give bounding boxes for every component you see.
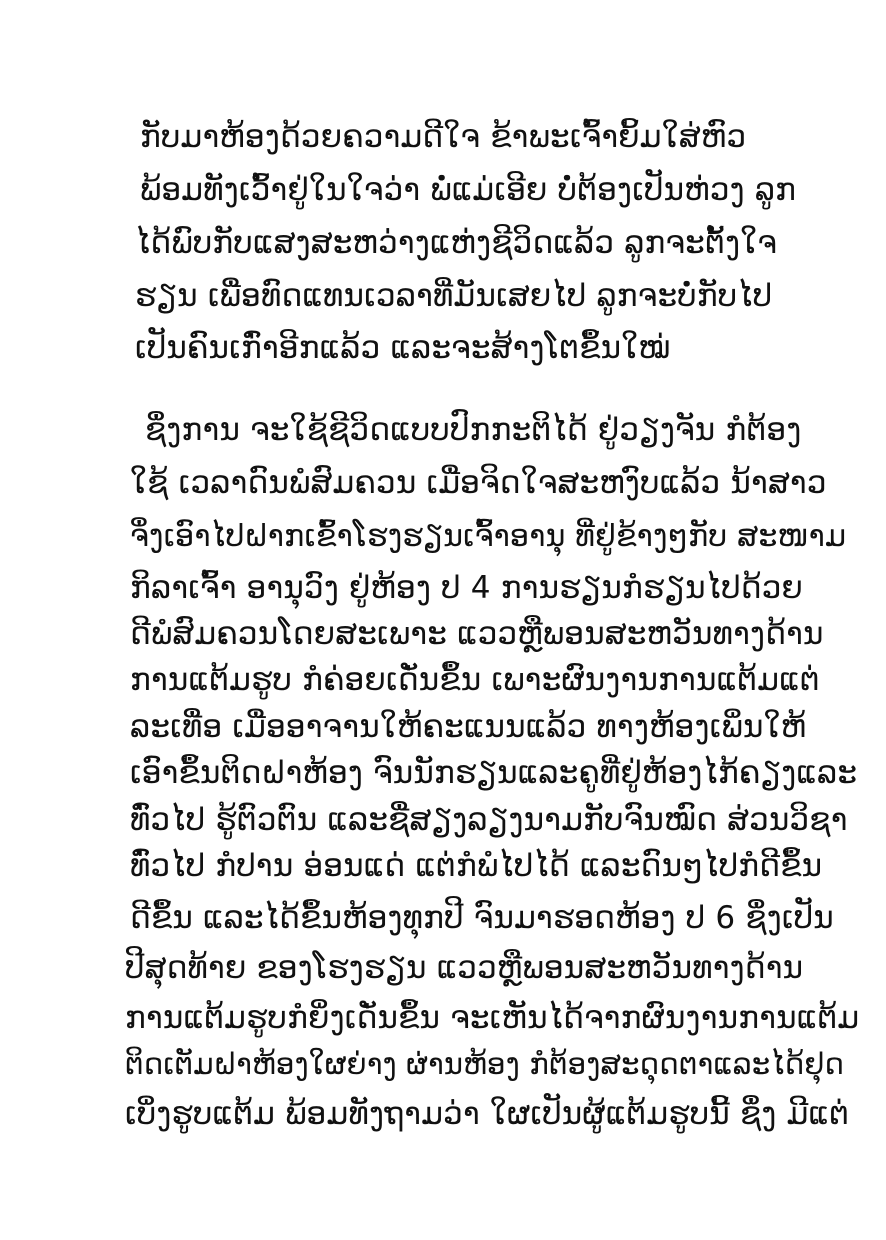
text-line: ເບິ່ງຮູບແຕ້ມ ພ້ອມທັງຖາມວ່າ ໃຜເປັນຜູ້ແຕ້ມຮູບນີ້ ຊຶ່ງ ມີແຕ່	[125, 1096, 850, 1132]
text-line: ຮຽນ ເພື່ອທົດແທນເວລາທີ່ມັນເສຍໄປ ລູກຈະບໍ່ກັບໄປ	[135, 278, 773, 314]
text-line: ການແຕ້ມຮູບກໍຍິ່ງເດັ່ນຂຶ້ນ ຈະເຫັນໄດ້ຈາກຜົນງານການແຕ້ມ	[125, 1000, 860, 1036]
text-line: ກັບມາຫ້ອງດ້ວຍຄວາມດີໃຈ ຂ້າພະເຈົ້າຍິ້ມໃສ່ຫົວ	[140, 119, 747, 155]
text-line: ຕິດເຕັມຝາຫ້ອງໃຜຍ່າງ ຜ່ານຫ້ອງ ກໍຕ້ອງສະດຸດຕາແລະໄດ້ຢຸດ	[125, 1047, 845, 1081]
text-line: ເປັນຄົນເກົ່າອີກແລ້ວ ແລະຈະສ້າງໂຕຂຶ້ນໃໝ່	[135, 330, 671, 366]
text-line: ໃຊ້ ເວລາດົນພໍສົມຄວນ ເມື່ອຈິດໃຈສະຫງົບແລ້ວ ນ້າສາວ	[130, 465, 827, 501]
text-line: ດີຂຶ້ນ ແລະໄດ້ຂຶ້ນຫ້ອງທຸກປີ ຈົນມາຮອດຫ້ອງ ປ 6 ຊຶ່ງເປັນ	[130, 900, 834, 936]
text-line: ເອົາຂຶ້ນຕິດຝາຫ້ອງ ຈົນນັກຮຽນແລະຄູທີ່ຢູ່ຫ້ອງໄກ້ຄຽງແລະ	[130, 755, 858, 791]
text-line: ຈຶ່ງເອົາໄປຝາກເຂົ້າໂຮງຮຽນເຈົ້າອານຸ ທີ່ຢູ່ຂ້າງໆກັບ ສະໜາມ	[130, 519, 847, 554]
text-line: ປີສຸດທ້າຍ ຂອງໂຮງຮຽນ ແວວຫຼືພອນສະຫວັນທາງດ້ານ	[125, 950, 804, 986]
text-line: ພ້ອມທັງເວົ້າຢູ່ໃນໃຈວ່າ ພໍ່ແມ່ເອີຍ ບໍ່ຕ້ອງເປັນຫ່ວງ ລູກ	[140, 172, 797, 208]
text-line: ການແຕ້ມຮູບ ກໍຄ່ອຍເດັ່ນຂຶ້ນ ເພາະຜົນງານການແຕ້ມແຕ່	[130, 662, 820, 698]
text-line: ດີພໍສົມຄວນໂດຍສະເພາະ ແວວຫຼືພອນສະຫວັນທາງດ້ານ	[130, 616, 824, 652]
text-line: ຊຶ່ງການ ຈະໃຊ້ຊີວິດແບບປົກກະຕິໄດ້ ຢູ່ວຽງຈັນ ກໍຕ້ອງ	[145, 412, 802, 448]
text-line: ທົ່ວໄປ ຮູ້ຕົວຕົນ ແລະຊື່ສຽງລຽງນາມກັບຈົນໝົດ ສ່ວນວິຊາ	[130, 802, 848, 838]
text-line: ລະເທື່ອ ເມື່ອອາຈານໃຫ້ຄະແນນແລ້ວ ທາງຫ້ອງເພິ່ນໃຫ້	[130, 709, 807, 745]
text-line: ທົ່ວໄປ ກໍປານ ອ່ອນແດ່ ແຕ່ກໍພໍໄປໄດ້ ແລະດົນໆໄປກໍດີຂຶ້ນ	[130, 848, 823, 884]
text-line: ກິລາເຈົ້າ ອານຸວົງ ຢູ່ຫ້ອງ ປ 4 ການຮຽນກໍຮຽນໄປດ້ວຍ	[130, 570, 804, 606]
text-line: ໄດ້ພົບກັບແສງສະຫວ່າງແຫ່ງຊີວິດແລ້ວ ລູກຈະຕັ້ງໃຈ	[135, 225, 778, 261]
